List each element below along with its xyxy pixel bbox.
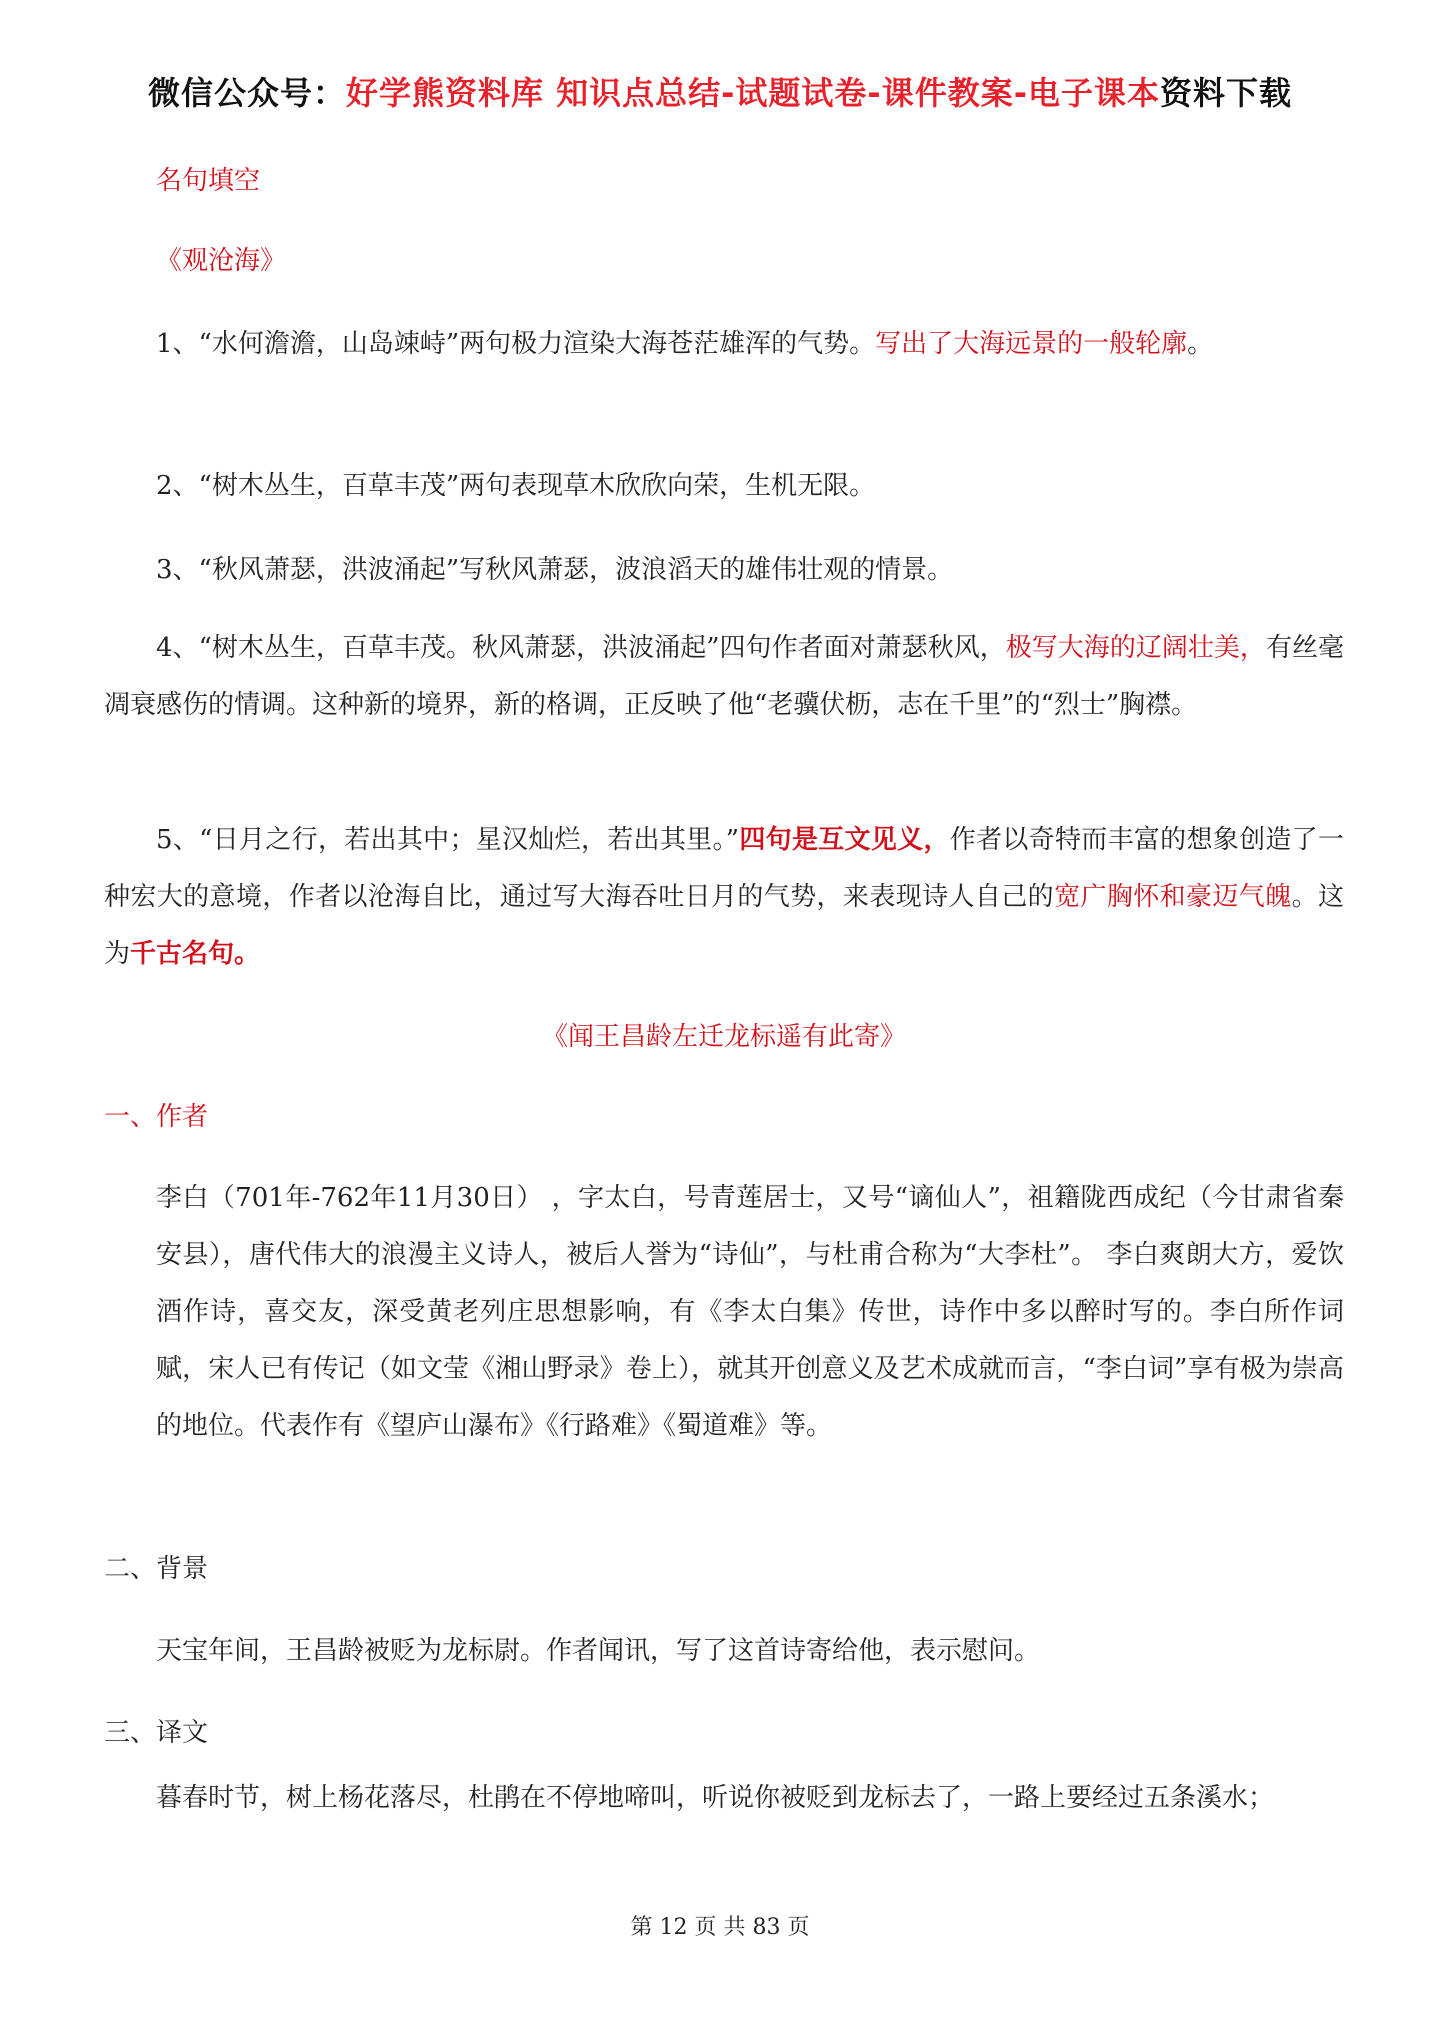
poem1-item-5-tail: 作者以奇特而丰富的想象创造了一种宏大的意境，作者以沧海自比，通过写大海吞吐日月的气势，来表现诗人自己的: [104, 825, 1344, 912]
poem1-item-2-text: 2、“树木丛生，百草丰茂”两句表现草木欣欣向荣，生机无限。: [156, 471, 876, 501]
poem1-item-5-text: 5、“日月之行，若出其中；星汉灿烂，若出其里。”: [156, 825, 740, 855]
poem2-background-text: 天宝年间，王昌龄被贬为龙标尉。作者闻讯，写了这首诗寄给他，表示慰问。: [156, 1636, 1041, 1666]
header-prefix: 微信公众号：: [147, 74, 346, 112]
poem1-item-5-tail2: 。这为: [104, 882, 1344, 969]
poem1-item-2: [104, 458, 1344, 515]
poem1-item-4-text: 4、“树木丛生，百草丰茂。秋风萧瑟，洪波涌起”四句作者面对萧瑟秋风，: [156, 633, 1006, 663]
header-brand: 好学熊资料库 知识点总结-试题试卷-课件教案-电子课本: [346, 74, 1160, 112]
poem1-item-4-tail: 有丝毫凋衰感伤的情调。这种新的境界，新的格调，正反映了他“老骥伏枥，志在千里”的“烈士”胸襟。: [104, 633, 1344, 720]
page-header-banner: [0, 68, 1440, 114]
page-footer: 第 12 页 共 83 页: [630, 1915, 810, 1940]
poem1-title: 《观沧海》: [156, 246, 287, 276]
poem1-item-5-highlight: 四句是互文见义，: [739, 825, 950, 855]
poem1-item-4: [104, 620, 1344, 734]
poem2-translation-heading: 三、译文: [104, 1718, 209, 1748]
poem1-item-5: [104, 812, 1344, 983]
poem2-background-heading: 二、背景: [104, 1554, 209, 1584]
poem1-item-1-highlight: 写出了大海远景的一般轮廓: [875, 329, 1188, 359]
poem1-item-4-highlight: 极写大海的辽阔壮美，: [1005, 633, 1266, 663]
poem1-item-1-text: 1、“水何澹澹，山岛竦峙”两句极力渲染大海苍茫雄浑的气势。: [156, 329, 876, 359]
poem1-item-1: [104, 316, 1344, 373]
poem2-author-text: 李白（701年-762年11月30日） ，字太白，号青莲居士，又号“谪仙人”，祖籍陇西成纪（今甘肃省秦安县），唐代伟大的浪漫主义诗人，被后人誉为“诗仙”，与杜甫合称为“大李杜”。 李白爽朗大方，爱饮酒作诗，喜交友，深受黄老列庄思想影响，有《李太白集》传世，诗作中多以醉时写的。李白所作词赋，宋人已有传记（如文莹《湘山野录》卷上），就其开创意义及艺术成就而言，“李白词”享有极为崇高的地位。代表作有《望庐山瀑布》《行路难》《蜀道难》等。: [156, 1183, 1344, 1441]
poem2-translation-text: 暮春时节，树上杨花落尽，杜鹃在不停地啼叫，听说你被贬到龙标去了，一路上要经过五条溪水；: [156, 1783, 1275, 1813]
poem2-author-heading: 一、作者: [104, 1102, 209, 1132]
poem1-item-1-tail: 。: [1187, 329, 1214, 359]
poem1-item-3-text: 3、“秋风萧瑟，洪波涌起”写秋风萧瑟，波浪滔天的雄伟壮观的情景。: [156, 555, 954, 585]
header-suffix: 资料下载: [1160, 74, 1293, 112]
poem1-item-5-highlight3: 千古名句。: [130, 939, 261, 969]
poem2-title: 《闻王昌龄左迁龙标遥有此寄》: [541, 1022, 906, 1052]
poem1-item-3: [104, 542, 1344, 599]
section-title: 名句填空: [156, 166, 261, 196]
poem1-item-5-highlight2: 宽广胸怀和豪迈气魄: [1054, 882, 1292, 912]
